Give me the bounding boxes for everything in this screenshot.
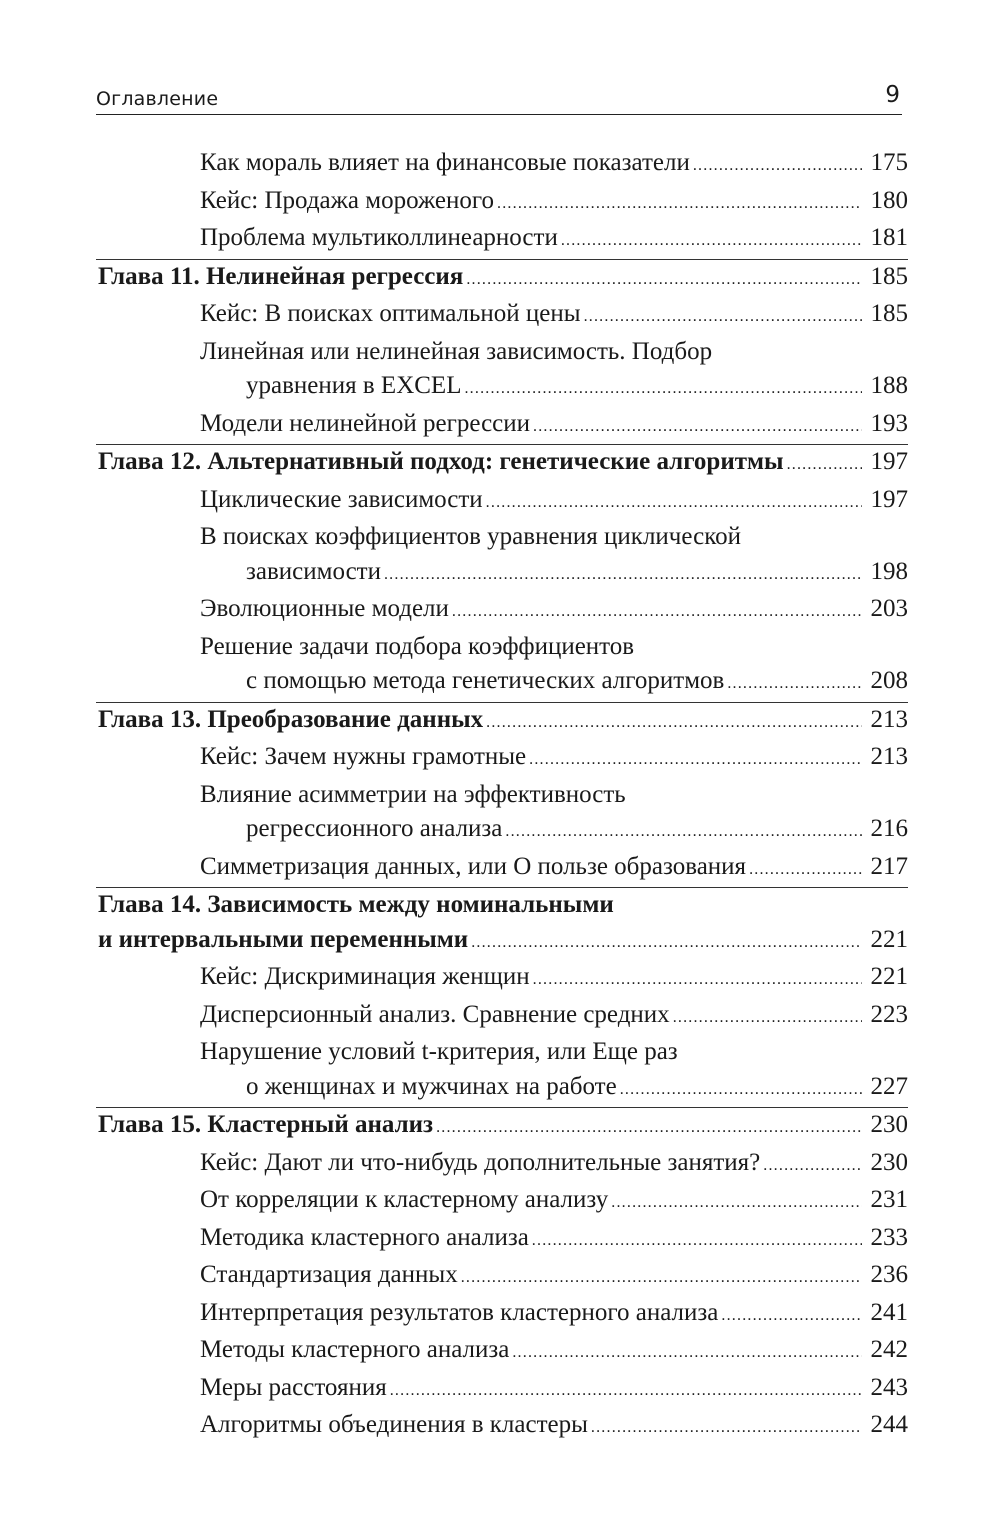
dot-leader [763, 1149, 862, 1184]
toc-entry-line [200, 998, 908, 1036]
toc-entry-line [200, 592, 908, 630]
toc-entry-line [200, 1035, 908, 1070]
toc-entry-title: Меры расстояния [200, 1373, 387, 1401]
toc-entry-line [200, 520, 908, 555]
toc-entry-title: Стандартизация данных [200, 1261, 458, 1288]
dot-leader [512, 1336, 862, 1371]
dot-leader [721, 1299, 862, 1334]
toc-section-entry[interactable] [96, 1371, 908, 1409]
toc-entry-title: Решение задачи подбора коэффициентов [200, 632, 635, 660]
toc-section-entry[interactable] [96, 184, 908, 222]
toc-chapter-entry[interactable] [96, 1107, 908, 1146]
toc-section-entry[interactable] [96, 1296, 908, 1334]
toc-entry-line [200, 664, 908, 702]
toc-entry-title: Дисперсионный анализ. Сравнение средних [200, 1000, 670, 1028]
toc-page-number[interactable]: 223 [870, 1000, 908, 1028]
toc-page-number[interactable]: 230 [870, 1111, 908, 1138]
toc-entry-title: уравнения в EXCEL [246, 372, 462, 399]
toc-entry-line [200, 1296, 908, 1334]
toc-entry-line [98, 703, 908, 741]
toc-entry-title: Как мораль влияет на финансовые показатели [200, 149, 690, 176]
toc-entry-title: Циклические зависимости [200, 485, 483, 513]
running-header-title: Оглавление [96, 88, 219, 110]
toc-section-entry[interactable] [96, 221, 908, 259]
dot-leader [591, 1411, 862, 1446]
toc-entry-title: зависимости [246, 557, 381, 585]
toc-chapter-entry[interactable] [96, 259, 908, 298]
toc-entry-title: Модели нелинейной регрессии [200, 409, 531, 437]
toc-section-entry[interactable] [96, 407, 908, 445]
toc-entry-title: Глава 13. Преобразование данных [98, 705, 484, 733]
toc-chapter-entry[interactable] [96, 444, 908, 483]
dot-leader [787, 448, 862, 483]
dot-leader [561, 224, 862, 259]
toc-entry-line [200, 778, 908, 813]
dot-leader [673, 1001, 862, 1036]
dot-leader [464, 372, 862, 407]
toc-section-entry[interactable] [96, 592, 908, 630]
dot-leader [749, 853, 862, 888]
toc-page-number[interactable]: 208 [870, 667, 908, 694]
toc-page-number[interactable]: 213 [870, 705, 908, 733]
toc-entry-title: и интервальными переменными [98, 925, 469, 953]
toc-page-number[interactable]: 233 [870, 1223, 908, 1251]
toc-section-entry[interactable] [96, 850, 908, 888]
toc-page-number[interactable]: 236 [870, 1261, 908, 1288]
toc-entry-title: Методы кластерного анализа [200, 1336, 510, 1363]
dot-leader [466, 263, 862, 298]
toc-page-number[interactable]: 231 [870, 1186, 908, 1213]
running-header [96, 80, 902, 115]
toc-page-number[interactable]: 221 [870, 925, 908, 953]
toc-entry-title: Линейная или нелинейная зависимость. Подбор [200, 337, 713, 365]
toc-entry-title: Кейс: В поисках оптимальной цены [200, 300, 581, 327]
toc-page-number[interactable]: 188 [870, 372, 908, 399]
toc-section-entry[interactable] [96, 740, 908, 778]
toc-entry-title: Влияние асимметрии на эффективность [200, 780, 626, 808]
toc-entry-line [200, 1258, 908, 1296]
toc-entry-title: Нарушение условий t-критерия, или Еще раз [200, 1038, 678, 1065]
toc-section-entry[interactable] [96, 1183, 908, 1221]
toc-entry-title: Кейс: Зачем нужны грамотные [200, 743, 527, 770]
toc-section-entry[interactable] [96, 146, 908, 184]
dot-leader [471, 926, 862, 961]
toc-page-number[interactable]: 198 [870, 557, 908, 585]
toc-entry-title: о женщинах и мужчинах на работе [246, 1072, 617, 1100]
toc-page-number[interactable]: 243 [870, 1373, 908, 1401]
dot-leader [452, 595, 862, 630]
toc-page-number[interactable]: 197 [870, 485, 908, 513]
toc-entry-line [200, 297, 908, 335]
toc-entry-line [200, 221, 908, 259]
toc-page-number[interactable]: 185 [870, 300, 908, 327]
toc-entry-line [200, 1146, 908, 1184]
toc-entry-title: Симметризация данных, или О пользе образования [200, 852, 747, 880]
toc-page-number[interactable]: 175 [870, 149, 908, 176]
dot-leader [529, 743, 862, 778]
toc-section-entry[interactable] [96, 520, 908, 592]
toc-entry-title: В поисках коэффициентов уравнения циклической [200, 523, 741, 550]
toc-entry-line [200, 407, 908, 445]
toc-entry-title: Кейс: Дискриминация женщин [200, 963, 530, 990]
dot-leader [384, 558, 862, 593]
dot-leader [505, 815, 862, 850]
toc-entry-title: с помощью метода генетических алгоритмов [246, 667, 725, 694]
toc-entry-line [200, 812, 908, 850]
toc-page-number[interactable]: 242 [870, 1336, 908, 1363]
dot-leader [532, 1224, 862, 1259]
toc-entry-title: Проблема мультиколлинеарности [200, 224, 558, 251]
toc-entry-title: Глава 14. Зависимость между номинальными [98, 891, 614, 918]
toc-entry-title: Интерпретация результатов кластерного анализа [200, 1298, 719, 1326]
toc-entry-line [200, 146, 908, 184]
toc-page-number[interactable]: 241 [870, 1298, 908, 1326]
toc-entry-line [98, 260, 908, 298]
toc-entry-line [200, 184, 908, 222]
toc-entry-title: Кейс: Продажа мороженого [200, 186, 495, 214]
dot-leader [611, 1186, 862, 1221]
toc-page-number[interactable]: 197 [870, 448, 908, 475]
toc-entry-line [200, 1333, 908, 1371]
toc-section-entry[interactable] [96, 335, 908, 407]
toc-page-number[interactable]: 221 [870, 963, 908, 990]
toc-entry-title: Эволюционные модели [200, 595, 449, 622]
toc-section-entry[interactable] [96, 1035, 908, 1107]
dot-leader [497, 187, 862, 222]
toc-entry-line [200, 369, 908, 407]
toc-entry-title: Глава 12. Альтернативный подход: генетические алгоритмы [98, 448, 784, 475]
dot-leader [533, 410, 862, 445]
table-of-contents [96, 146, 908, 1446]
toc-chapter-entry[interactable] [96, 887, 908, 960]
toc-entry-line [200, 740, 908, 778]
toc-page-number[interactable]: 244 [870, 1411, 908, 1438]
toc-page-number[interactable]: 180 [870, 186, 908, 214]
toc-page-number[interactable]: 203 [870, 595, 908, 622]
toc-page-number[interactable]: 185 [870, 262, 908, 290]
toc-entry-line [98, 445, 908, 483]
toc-page-number[interactable]: 230 [870, 1148, 908, 1176]
toc-page-number[interactable]: 217 [870, 852, 908, 880]
toc-section-entry[interactable] [96, 297, 908, 335]
toc-section-entry[interactable] [96, 1258, 908, 1296]
dot-leader [486, 486, 862, 521]
toc-section-entry[interactable] [96, 483, 908, 521]
toc-entry-line [98, 888, 908, 923]
toc-section-entry[interactable] [96, 1408, 908, 1446]
toc-entry-line [200, 335, 908, 370]
toc-section-entry[interactable] [96, 1221, 908, 1259]
toc-section-entry[interactable] [96, 960, 908, 998]
dot-leader [533, 963, 862, 998]
dot-leader [436, 1111, 862, 1146]
toc-entry-line [200, 960, 908, 998]
dot-leader [390, 1374, 862, 1409]
toc-page-number[interactable]: 193 [870, 409, 908, 437]
toc-section-entry[interactable] [96, 1146, 908, 1184]
toc-page-number[interactable]: 213 [870, 743, 908, 770]
dot-leader [727, 667, 862, 702]
toc-entry-title: Методика кластерного анализа [200, 1223, 529, 1251]
toc-page-number[interactable]: 227 [870, 1072, 908, 1100]
toc-section-entry[interactable] [96, 778, 908, 850]
toc-page-number[interactable]: 216 [870, 815, 908, 842]
toc-entry-title: От корреляции к кластерному анализу [200, 1186, 609, 1213]
toc-entry-line [200, 850, 908, 888]
toc-section-entry[interactable] [96, 1333, 908, 1371]
toc-entry-line [200, 1221, 908, 1259]
dot-leader [620, 1073, 862, 1108]
page-number: 9 [885, 82, 900, 108]
toc-entry-line [200, 1070, 908, 1108]
toc-entry-title: Кейс: Дают ли что-нибудь дополнительные занятия? [200, 1148, 761, 1176]
toc-entry-line [200, 630, 908, 665]
toc-entry-line [98, 1108, 908, 1146]
toc-entry-line [200, 1408, 908, 1446]
toc-entry-title: Глава 11. Нелинейная регрессия [98, 262, 464, 290]
toc-entry-line [200, 1183, 908, 1221]
toc-entry-line [200, 483, 908, 521]
toc-entry-line [98, 923, 908, 961]
toc-entry-line [200, 1371, 908, 1409]
dot-leader [584, 300, 862, 335]
toc-entry-line [200, 555, 908, 593]
dot-leader [693, 149, 862, 184]
toc-page-number[interactable]: 181 [870, 224, 908, 251]
toc-entry-title: регрессионного анализа [246, 815, 503, 842]
toc-entry-title: Алгоритмы объединения в кластеры [200, 1411, 588, 1438]
toc-chapter-entry[interactable] [96, 702, 908, 741]
toc-section-entry[interactable] [96, 630, 908, 702]
toc-entry-title: Глава 15. Кластерный анализ [98, 1111, 434, 1138]
dot-leader [486, 706, 862, 741]
dot-leader [461, 1261, 862, 1296]
toc-section-entry[interactable] [96, 998, 908, 1036]
